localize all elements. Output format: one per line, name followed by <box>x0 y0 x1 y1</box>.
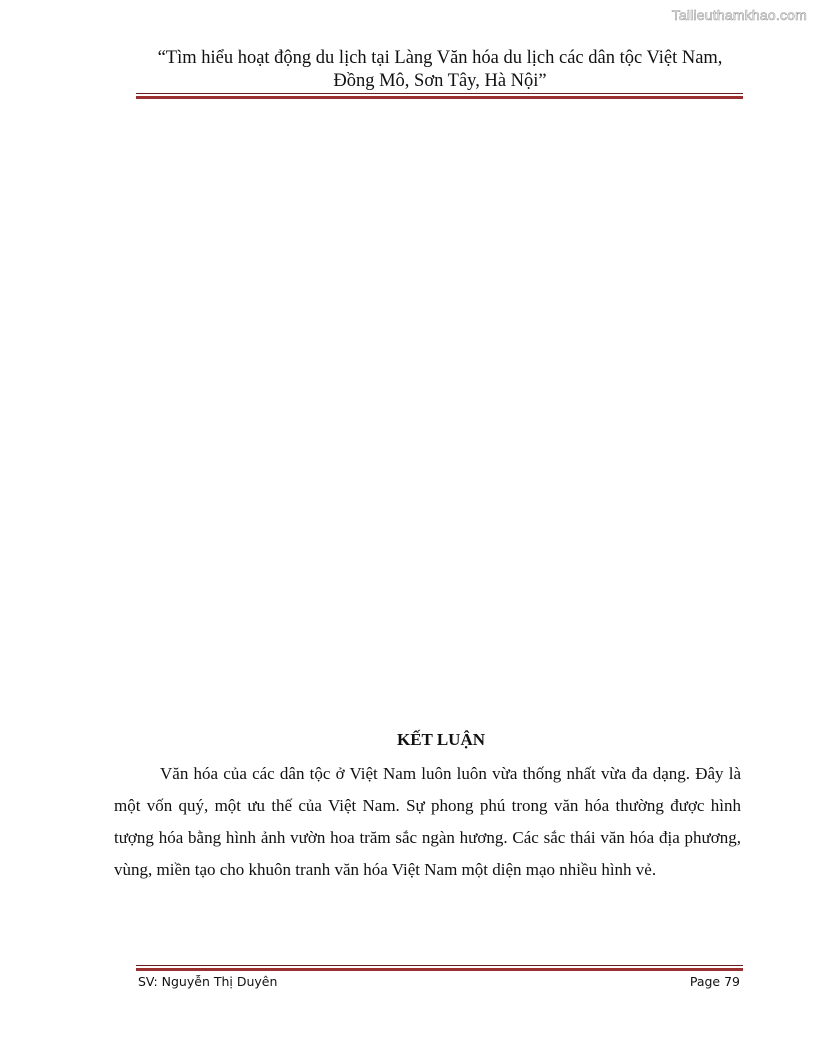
watermark: Tailieuthamkhao.com <box>671 7 807 23</box>
header-title-line-2: Đồng Mô, Sơn Tây, Hà Nội” <box>333 71 547 91</box>
page-number: Page 79 <box>689 974 740 989</box>
header-divider <box>136 93 743 99</box>
footer-author: SV: Nguyễn Thị Duyên <box>138 974 278 989</box>
body-paragraph: Văn hóa của các dân tộc ở Việt Nam luôn luôn vừa thống nhất vừa đa dạng. Đây là một vốn quý, một ưu thế của Việt Nam. Sự phong phú trong văn hóa thường được hình tượng hóa bằng hình ảnh vườn hoa trăm sắc ngàn hương. Các sắc thái văn hóa địa phương, vùng, miền tạo cho khuôn tranh văn hóa Việt Nam một diện mạo nhiều hình vẻ. <box>114 764 741 879</box>
footer-divider <box>136 965 743 971</box>
section-heading: KẾT LUẬN <box>396 730 485 749</box>
running-header <box>100 47 780 93</box>
header-title-line-1: “Tìm hiểu hoạt động du lịch tại Làng Văn hóa du lịch các dân tộc Việt Nam, <box>157 48 723 68</box>
